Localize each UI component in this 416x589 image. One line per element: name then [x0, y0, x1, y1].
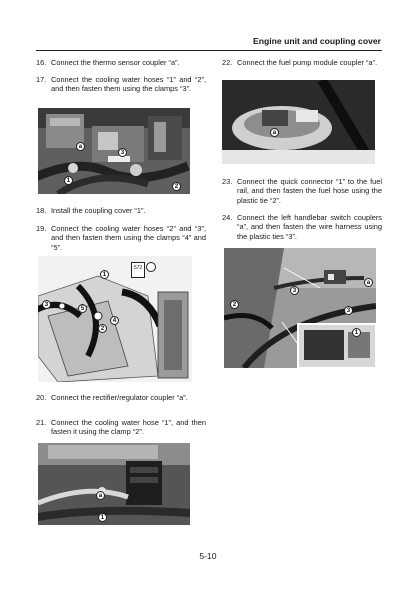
step-number: 16. — [36, 58, 47, 67]
grease-icon — [146, 262, 156, 272]
rectifier-photo — [38, 443, 190, 525]
figure-rectifier-regulator — [38, 443, 190, 525]
step-text: Connect the left handlebar switch couplers “a”, and then fasten the wire harness using the plastic ties “3”. — [237, 213, 382, 241]
step-20 — [36, 393, 206, 402]
figure-thermo-sensor-hoses — [38, 108, 190, 194]
callout-2: 2 — [230, 300, 239, 309]
callout-a: a — [270, 128, 279, 137]
step-21 — [36, 418, 206, 437]
step-text: Connect the fuel pump module coupler “a”. — [237, 58, 378, 67]
callout-3: 3 — [118, 148, 127, 157]
figure-handlebar-switch-couplers — [224, 248, 376, 368]
callout-5: 5 — [78, 304, 87, 313]
callout-a: a — [76, 142, 85, 151]
callout-a: a — [96, 491, 105, 500]
handlebar-photo — [224, 248, 376, 368]
step-19 — [36, 224, 206, 252]
fuel-pump-photo — [222, 80, 375, 164]
symbol-label: 572 — [133, 265, 143, 271]
step-16 — [36, 58, 206, 67]
step-text: Connect the cooling water hoses “2” and “3”, and then fasten them using the clamps “4” and “5”. — [51, 224, 206, 252]
step-text: Connect the thermo sensor coupler “a”. — [51, 58, 180, 67]
header-title: Engine unit and coupling cover — [253, 36, 381, 46]
step-18 — [36, 206, 206, 215]
callout-a: a — [364, 278, 373, 287]
page-number: 5-10 — [199, 551, 217, 561]
step-number: 20. — [36, 393, 47, 402]
callout-2: 2 — [172, 182, 181, 191]
step-text: Connect the rectifier/regulator coupler “a”. — [51, 393, 188, 402]
step-number: 22. — [222, 58, 233, 67]
step-number: 19. — [36, 224, 47, 233]
step-text: Install the coupling cover “1”. — [51, 206, 146, 215]
step-number: 24. — [222, 213, 233, 222]
figure-fuel-pump-coupler — [222, 80, 375, 164]
step-number: 21. — [36, 418, 47, 427]
step-text: Connect the quick connector “1” to the fuel rail, and then fasten the fuel hose using the plastic tie “2”. — [237, 177, 382, 205]
lubricant-symbol-icon — [131, 262, 145, 278]
step-number: 18. — [36, 206, 47, 215]
step-number: 23. — [222, 177, 233, 186]
callout-1: 1 — [98, 513, 107, 522]
callout-3: 3 — [42, 300, 51, 309]
step-23 — [222, 177, 382, 205]
step-22 — [222, 58, 382, 67]
figure-coupling-cover — [38, 256, 192, 382]
step-text: Connect the cooling water hoses “1” and “2”, and then fasten them using the clamps “3”. — [51, 75, 206, 94]
step-24 — [222, 213, 382, 241]
callout-3: 3 — [344, 306, 353, 315]
callout-1: 1 — [64, 176, 73, 185]
step-17 — [36, 75, 206, 94]
callout-2: 2 — [98, 324, 107, 333]
engine-photo — [38, 108, 190, 194]
header-rule — [36, 50, 382, 51]
step-text: Connect the cooling water hose “1”, and then fasten it using the clamp “2”. — [51, 418, 206, 437]
callout-1: 1 — [352, 328, 361, 337]
step-number: 17. — [36, 75, 47, 84]
callout-4: 4 — [110, 316, 119, 325]
callout-3: 3 — [290, 286, 299, 295]
callout-1: 1 — [100, 270, 109, 279]
